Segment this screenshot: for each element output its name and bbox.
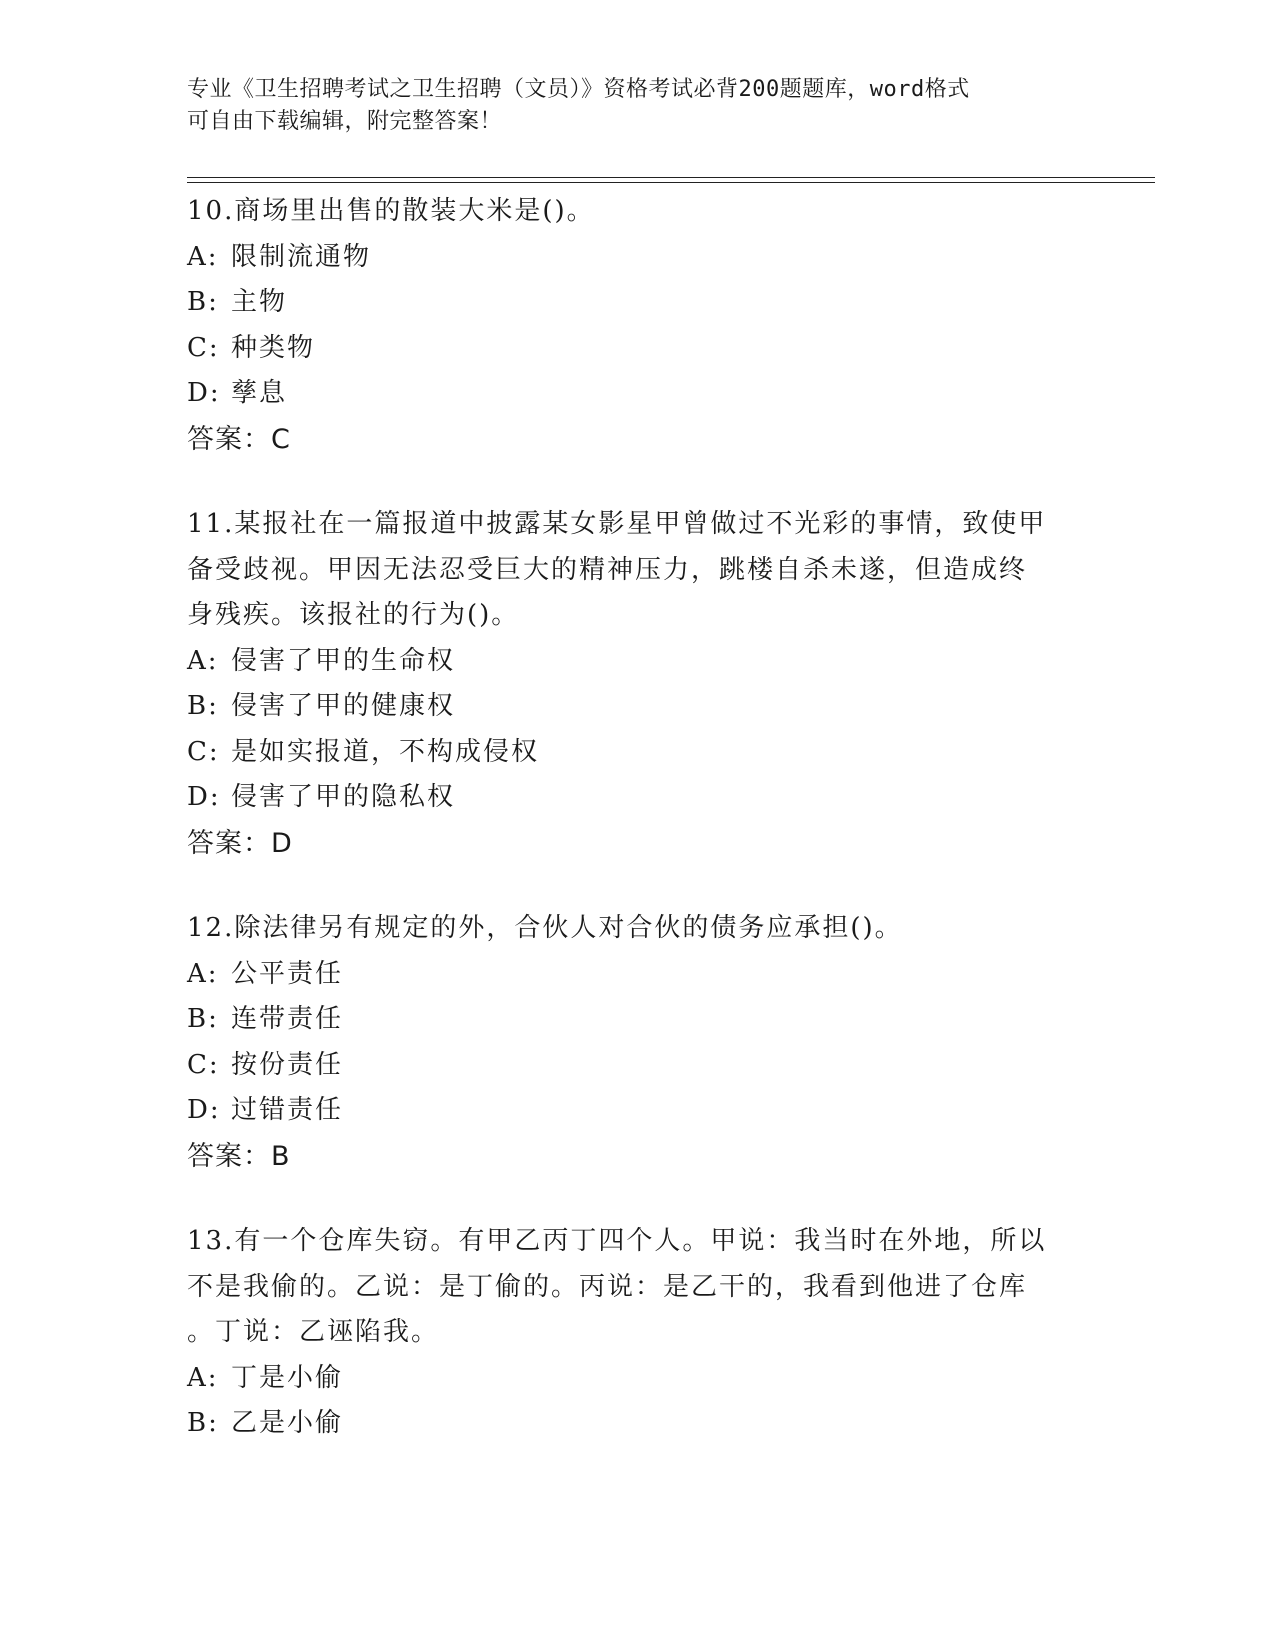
option-text: 孳息 [231,378,288,408]
option-letter: A: [187,241,219,272]
option-text: 限制流通物 [231,241,372,272]
question-stem-line: 身残疾。该报社的行为()。 [187,600,520,630]
answer-option [187,235,1087,281]
option-letter: C: [187,1049,220,1080]
option-letter: D: [187,782,221,812]
answer-option [187,997,1087,1043]
answer-option [187,371,1087,417]
option-letter: A: [187,645,219,676]
answer-option [187,730,1087,776]
option-letter: B: [187,287,219,317]
option-text: 种类物 [231,332,316,363]
answer-option [187,1043,1087,1089]
option-text: 侵害了甲的健康权 [231,691,456,721]
question-stem-line: 11.某报社在一篇报道中披露某女影星甲曾做过不光彩的事情，致使甲 [187,509,1047,539]
question-item [187,1219,1087,1447]
answer-option [187,684,1087,730]
option-letter: C: [187,736,220,767]
question-stem-line: 12.除法律另有规定的外，合伙人对合伙的债务应承担()。 [187,913,903,943]
option-letter: B: [187,1004,219,1034]
question-item [187,906,1087,1179]
option-text: 过错责任 [231,1095,344,1125]
header-divider-bottom [187,182,1155,183]
answer-option [187,952,1087,998]
header-line-2: 可自由下载编辑，附完整答案！ [187,109,503,134]
question-stem-line: 备受歧视。甲因无法忍受巨大的精神压力，跳楼自杀未遂，但造成终 [187,554,1028,585]
answer-key: 答案：B [187,1140,291,1172]
option-text: 丁是小偷 [231,1362,344,1393]
question-stem-line: 13.有一个仓库失窃。有甲乙丙丁四个人。甲说：我当时在外地，所以 [187,1226,1047,1256]
option-letter: B: [187,691,219,721]
header-line-1: 专业《卫生招聘考试之卫生招聘（文员）》资格考试必背200题题库，word格式 [187,77,970,102]
question-stem-line: 。丁说：乙诬陷我。 [187,1317,440,1347]
option-text: 侵害了甲的隐私权 [231,782,456,812]
question-list [187,189,1087,1487]
option-text: 公平责任 [231,958,344,989]
option-letter: D: [187,378,221,408]
answer-key: 答案：D [187,827,293,859]
option-text: 按份责任 [231,1049,344,1080]
option-text: 乙是小偷 [231,1408,344,1438]
option-text: 连带责任 [231,1004,344,1034]
document-header [187,74,1067,138]
question-item [187,189,1087,462]
question-stem-line: 10.商场里出售的散装大米是()。 [187,196,595,226]
answer-option [187,1088,1087,1134]
header-divider-top [187,177,1155,178]
option-letter: B: [187,1408,219,1438]
answer-option [187,639,1087,685]
option-letter: A: [187,958,219,989]
option-text: 主物 [231,287,288,317]
answer-option [187,280,1087,326]
question-item [187,502,1087,866]
answer-key: 答案：C [187,423,291,455]
answer-option [187,775,1087,821]
option-letter: A: [187,1362,219,1393]
option-text: 是如实报道，不构成侵权 [231,736,540,767]
question-stem-line: 不是我偷的。乙说：是丁偷的。丙说：是乙干的，我看到他进了仓库 [187,1271,1028,1302]
option-letter: C: [187,332,220,363]
answer-option [187,1356,1087,1402]
option-letter: D: [187,1095,221,1125]
option-text: 侵害了甲的生命权 [231,645,456,676]
answer-option [187,1401,1087,1447]
answer-option [187,326,1087,372]
